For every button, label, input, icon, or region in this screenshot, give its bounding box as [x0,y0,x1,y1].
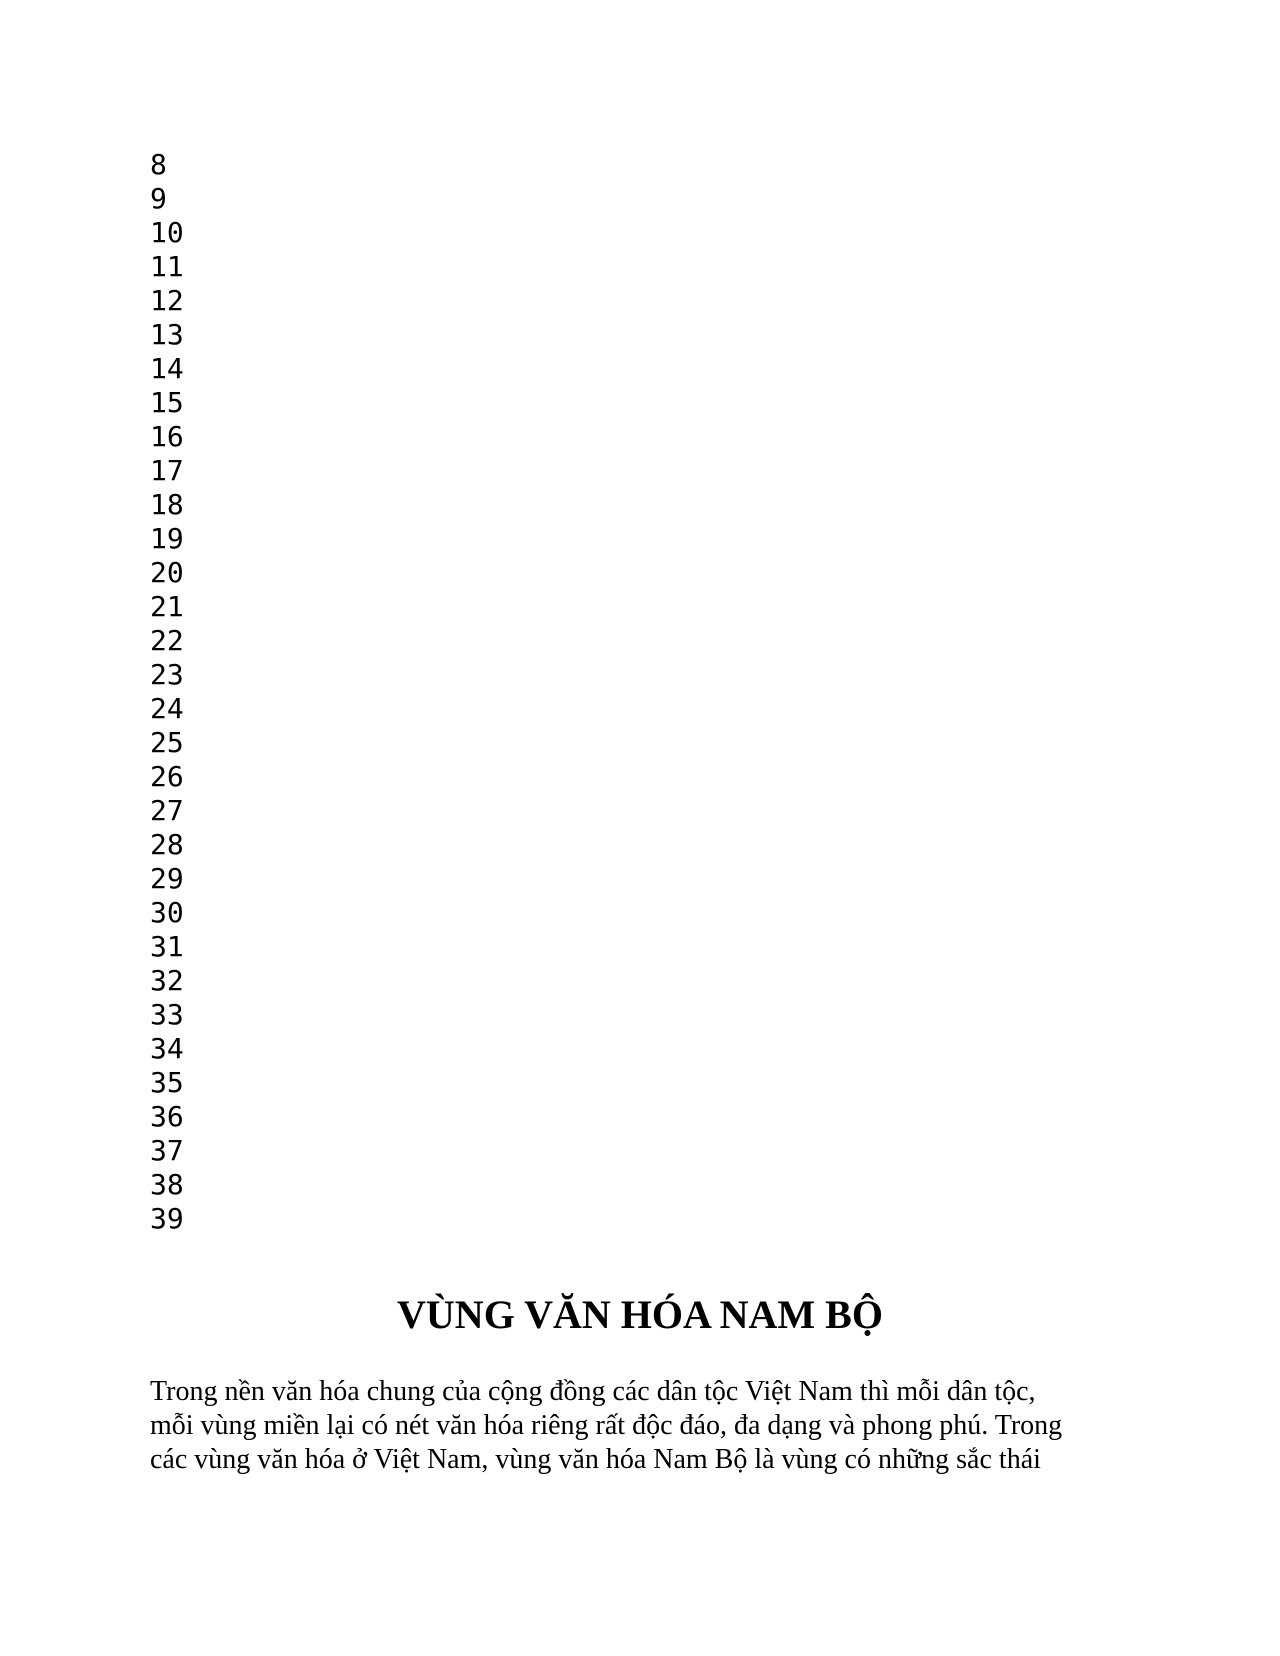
line-number: 12 [150,284,184,317]
line-number: 18 [150,488,184,521]
line-number: 23 [150,658,184,691]
line-number: 8 [150,148,167,181]
line-number: 22 [150,624,184,657]
line-number: 31 [150,930,184,963]
line-number: 19 [150,522,184,555]
line-number: 28 [150,828,184,861]
line-number: 21 [150,590,184,623]
line-number: 27 [150,794,184,827]
line-number: 16 [150,420,184,453]
line-number: 9 [150,182,167,215]
line-number: 11 [150,250,184,283]
line-number-column [150,148,184,1236]
line-number: 34 [150,1032,184,1065]
line-number: 29 [150,862,184,895]
line-number: 30 [150,896,184,929]
line-number: 14 [150,352,184,385]
line-number: 17 [150,454,184,487]
line-number: 36 [150,1100,184,1133]
line-number: 32 [150,964,184,997]
paragraph-line: mỗi vùng miền lại có nét văn hóa riêng rất độc đáo, đa dạng và phong phú. Trong [150,1410,1063,1441]
paragraph-line: các vùng văn hóa ở Việt Nam, vùng văn hóa Nam Bộ là vùng có những sắc thái [150,1444,1041,1475]
line-number: 13 [150,318,184,351]
line-number: 26 [150,760,184,793]
document-title: VÙNG VĂN HÓA NAM BỘ [397,1292,883,1337]
line-number: 10 [150,216,184,249]
line-number: 25 [150,726,184,759]
line-number: 37 [150,1134,184,1167]
document-paragraph [150,1375,1130,1477]
line-number: 38 [150,1168,184,1201]
line-number: 24 [150,692,184,725]
line-number: 20 [150,556,184,589]
line-number: 39 [150,1202,184,1235]
line-number: 35 [150,1066,184,1099]
paragraph-line: Trong nền văn hóa chung của cộng đồng các dân tộc Việt Nam thì mỗi dân tộc, [150,1376,1036,1407]
line-number: 33 [150,998,184,1031]
line-number: 15 [150,386,184,419]
